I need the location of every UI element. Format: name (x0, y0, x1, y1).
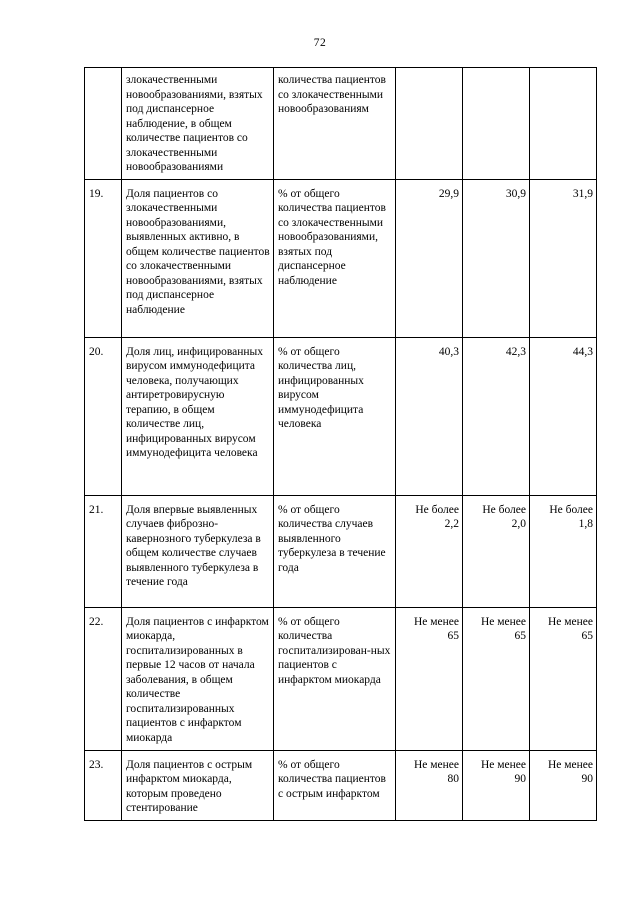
row-number: 22. (85, 607, 122, 750)
indicator-name: Доля пациентов с инфарктом миокарда, госпитализированных в первые 12 часов от начала заболевания, в общем количестве госпитализированных пациентов с инфарктом миокарда (122, 607, 274, 750)
value-year-1: Не менее 80 (396, 750, 463, 820)
table-row (85, 337, 597, 495)
row-number: 20. (85, 337, 122, 495)
unit-of-measure: % от общего количества пациентов со злокачественными новообразованиями, взятых под диспансерное наблюдение (274, 179, 396, 337)
page-number: 72 (313, 37, 327, 49)
indicator-name: Доля лиц, инфицированных вирусом иммунодефицита человека, получающих антиретровирусную терапию, в общем количестве лиц, инфицированных вирусом иммунодефицита человека (122, 337, 274, 495)
value-year-1: 29,9 (396, 179, 463, 337)
row-number: 21. (85, 495, 122, 607)
value-year-2: 42,3 (463, 337, 530, 495)
indicator-name: Доля впервые выявленных случаев фиброзно-кавернозного туберкулеза в общем количестве случаев выявленного туберкулеза в течение года (122, 495, 274, 607)
row-number: 23. (85, 750, 122, 820)
value-year-2: Не менее 90 (463, 750, 530, 820)
table-row (85, 68, 597, 180)
indicator-name: злокачественными новообразованиями, взятых под диспансерное наблюдение, в общем количестве пациентов со злокачественными новообразованиями (122, 68, 274, 180)
indicator-name: Доля пациентов с острым инфарктом миокарда, которым проведено стентирование (122, 750, 274, 820)
unit-of-measure: % от общего количества госпитализирован-ных пациентов с инфарктом миокарда (274, 607, 396, 750)
table-row (85, 750, 597, 820)
indicators-table (84, 67, 597, 821)
value-year-3: Не более 1,8 (530, 495, 597, 607)
indicator-name: Доля пациентов со злокачественными новообразованиями, выявленных активно, в общем количестве пациентов со злокачественными новообразованиями, взятых под диспансерное наблюдение (122, 179, 274, 337)
value-year-2: Не более 2,0 (463, 495, 530, 607)
table-row (85, 179, 597, 337)
unit-of-measure: % от общего количества пациентов с острым инфарктом (274, 750, 396, 820)
value-year-1: Не менее 65 (396, 607, 463, 750)
unit-of-measure: % от общего количества случаев выявленного туберкулеза в течение года (274, 495, 396, 607)
unit-of-measure: количества пациентов со злокачественными новообразованиям (274, 68, 396, 180)
table-row (85, 495, 597, 607)
value-year-1: Не более 2,2 (396, 495, 463, 607)
unit-of-measure: % от общего количества лиц, инфицированных вирусом иммунодефицита человека (274, 337, 396, 495)
row-number: 19. (85, 179, 122, 337)
value-year-3 (530, 68, 597, 180)
value-year-2: Не менее 65 (463, 607, 530, 750)
value-year-3: Не менее 90 (530, 750, 597, 820)
value-year-3: 44,3 (530, 337, 597, 495)
value-year-2: 30,9 (463, 179, 530, 337)
value-year-1 (396, 68, 463, 180)
row-number (85, 68, 122, 180)
value-year-3: 31,9 (530, 179, 597, 337)
value-year-2 (463, 68, 530, 180)
value-year-1: 40,3 (396, 337, 463, 495)
value-year-3: Не менее 65 (530, 607, 597, 750)
table-row (85, 607, 597, 750)
